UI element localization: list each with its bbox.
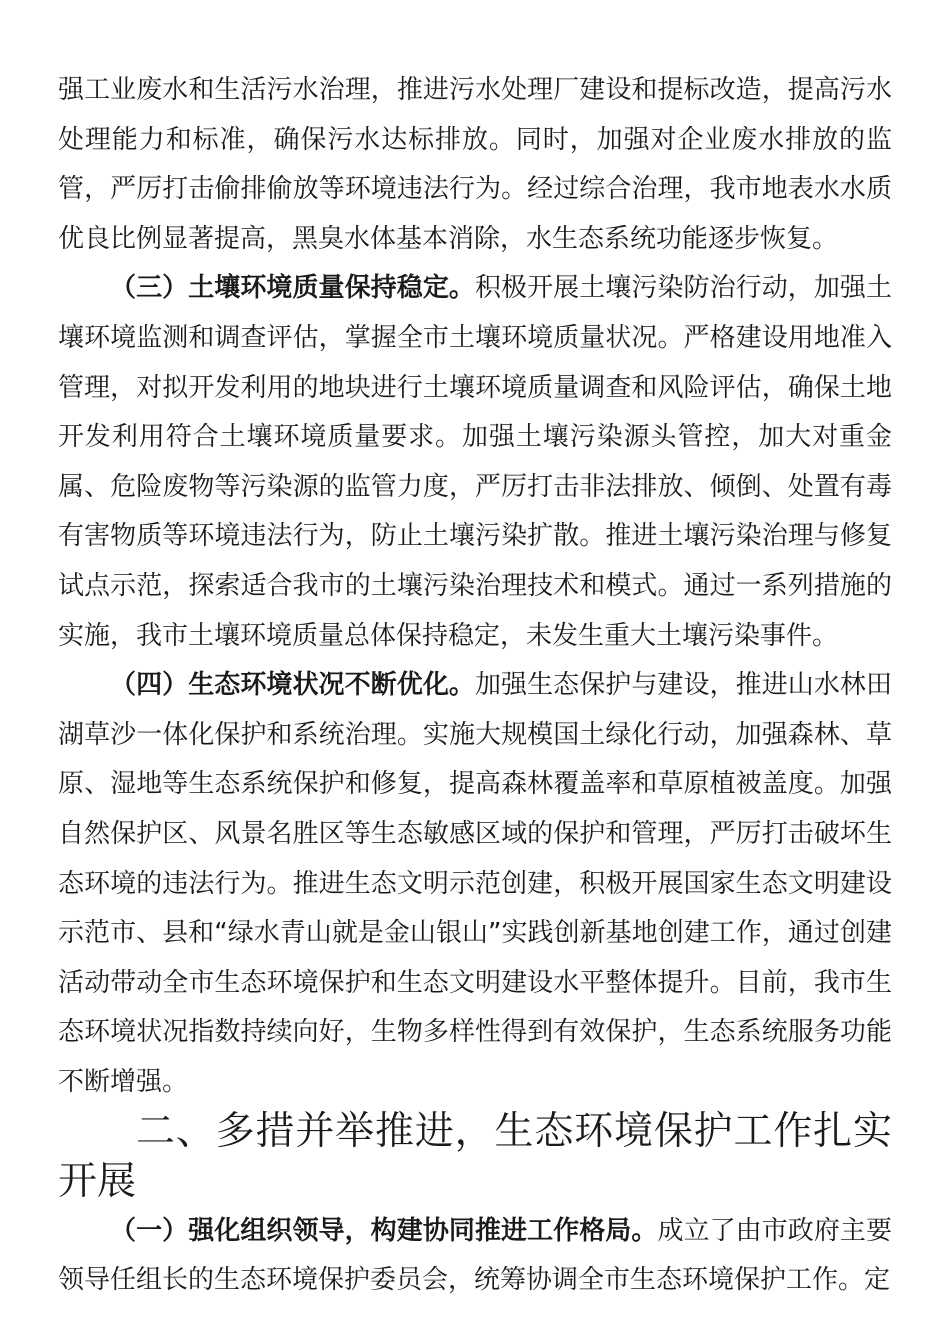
paragraph-lead-soil: （三）土壤环境质量保持稳定。 bbox=[110, 273, 475, 304]
paragraph-organization bbox=[58, 1207, 892, 1306]
paragraph-body-organization: 成立了由市政府主要领导任组长的生态环境保护委员会，统筹协调全市生态环境保护工作。定 bbox=[58, 1215, 892, 1296]
paragraph-water-treatment: 强工业废水和生活污水治理，推进污水处理厂建设和提标改造，提高污水处理能力和标准，确保污水达标排放。同时，加强对企业废水排放的监管，严厉打击偷排偷放等环境违法行为。经过综合治理，我市地表水水质优良比例显著提高，黑臭水体基本消除，水生态系统功能逐步恢复。 bbox=[58, 75, 892, 254]
document-page bbox=[58, 66, 892, 1306]
section-heading: 二、多措并举推进，生态环境保护工作扎实开展 bbox=[58, 1109, 892, 1205]
paragraph-lead-eco: （四）生态环境状况不断优化。 bbox=[110, 670, 475, 701]
paragraph-lead-organization: （一）强化组织领导，构建协同推进工作格局。 bbox=[110, 1215, 658, 1246]
paragraph-soil-quality bbox=[58, 264, 892, 661]
paragraph-body-soil: 积极开展土壤污染防治行动，加强土壤环境监测和调查评估，掌握全市土壤环境质量状况。严格建设用地准入管理，对拟开发利用的地块进行土壤环境质量调查和风险评估，确保土地开发利用符合土壤环境质量要求。加强土壤污染源头管控，加大对重金属、危险废物等污染源的监管力度，严厉打击非法排放、倾倒、处置有毒有害物质等环境违法行为，防止土壤污染扩散。推进土壤污染治理与修复试点示范，探索适合我市的土壤污染治理技术和模式。通过一系列措施的实施，我市土壤环境质量总体保持稳定，未发生重大土壤污染事件。 bbox=[58, 273, 892, 651]
paragraph-body-eco: 加强生态保护与建设，推进山水林田湖草沙一体化保护和系统治理。实施大规模国土绿化行动，加强森林、草原、湿地等生态系统保护和修复，提高森林覆盖率和草原植被盖度。加强自然保护区、风景名胜区等生态敏感区域的保护和管理，严厉打击破坏生态环境的违法行为。推进生态文明示范创建，积极开展国家生态文明建设示范市、县和“绿水青山就是金山银山”实践创新基地创建工作，通过创建活动带动全市生态环境保护和生态文明建设水平整体提升。目前，我市生态环境状况指数持续向好，生物多样性得到有效保护，生态系统服务功能不断增强。 bbox=[58, 670, 892, 1097]
paragraph-eco-status bbox=[58, 661, 892, 1107]
